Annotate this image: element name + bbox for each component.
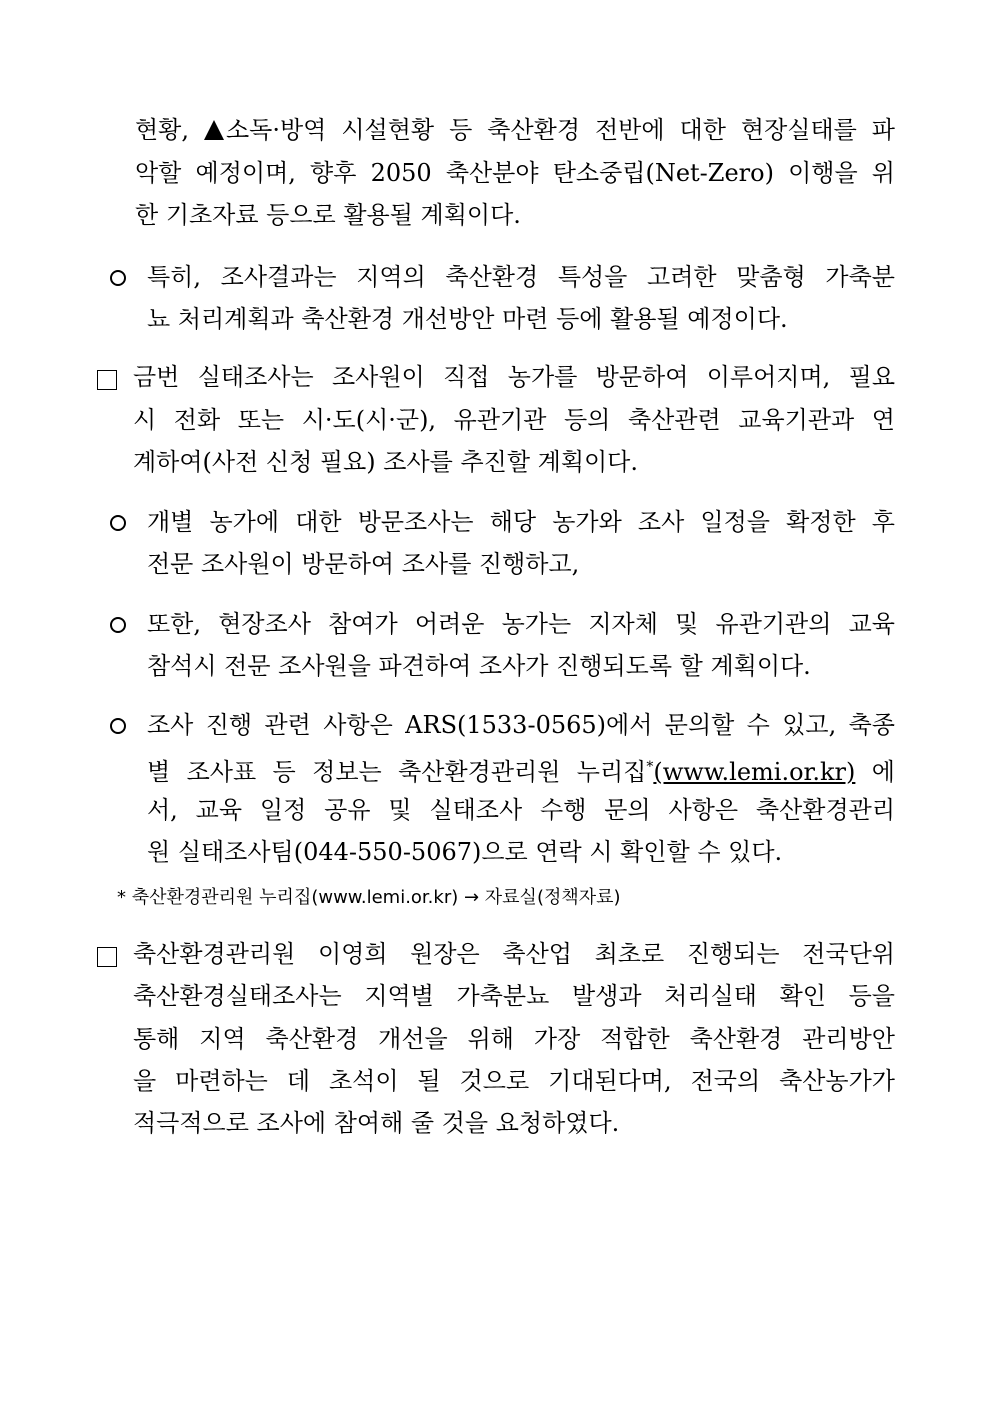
p7-line-5: 적극적으로 조사에 참여해 줄 것을 요청하였다. (133, 1109, 620, 1137)
square-bullet-icon (97, 947, 117, 967)
footnote: * 축산환경관리원 누리집(www.lemi.or.kr) → 자료실(정책자료) (117, 887, 621, 908)
p1-line-2: 악할 예정이며, 향후 2050 축산분야 탄소중립(Net-Zero) 이행을 위 (135, 159, 895, 187)
p3-line-1: 금번 실태조사는 조사원이 직접 농가를 방문하여 이루어지며, 필요 (133, 363, 895, 391)
p7-line-1: 축산환경관리원 이영희 원장은 축산업 최초로 진행되는 전국단위 (133, 940, 895, 968)
circle-bullet-icon (110, 718, 126, 734)
p2-line-1: 특히, 조사결과는 지역의 축산환경 특성을 고려한 맞춤형 가축분 (147, 263, 895, 291)
p5-line-2: 참석시 전문 조사원을 파견하여 조사가 진행되도록 할 계획이다. (147, 652, 811, 680)
square-bullet-icon (97, 370, 117, 390)
p6-line-1: 조사 진행 관련 사항은 ARS(1533-0565)에서 문의할 수 있고, 축종 (147, 711, 895, 739)
p6-line-2: 별 조사표 등 정보는 축산환경관리원 누리집*(www.lemi.or.kr) 에 (147, 758, 895, 786)
triangle-bullet-icon (204, 120, 224, 140)
homepage-link[interactable]: (www.lemi.or.kr) (653, 758, 856, 786)
p3-line-2: 시 전화 또는 시·도(시·군), 유관기관 등의 축산관련 교육기관과 연 (133, 406, 895, 434)
p6-line-3: 서, 교육 일정 공유 및 실태조사 수행 문의 사항은 축산환경관리 (147, 796, 895, 824)
p7-line-3: 통해 지역 축산환경 개선을 위해 가장 적합한 축산환경 관리방안 (133, 1025, 895, 1053)
circle-bullet-icon (110, 617, 126, 633)
p7-line-2: 축산환경실태조사는 지역별 가축분뇨 발생과 처리실태 확인 등을 (133, 982, 895, 1010)
circle-bullet-icon (110, 270, 126, 286)
p5-line-1: 또한, 현장조사 참여가 어려운 농가는 지자체 및 유관기관의 교육 (147, 610, 895, 638)
p4-line-2: 전문 조사원이 방문하여 조사를 진행하고, (147, 550, 580, 578)
p3-line-3: 계하여(사전 신청 필요) 조사를 추진할 계획이다. (133, 448, 638, 476)
p2-line-2: 뇨 처리계획과 축산환경 개선방안 마련 등에 활용될 예정이다. (147, 305, 788, 333)
p7-line-4: 을 마련하는 데 초석이 될 것으로 기대된다며, 전국의 축산농가가 (133, 1067, 895, 1095)
p1-line-1: 현황, 소독·방역 시설현황 등 축산환경 전반에 대한 현장실태를 파 (135, 116, 895, 144)
circle-bullet-icon (110, 515, 126, 531)
p1-line-3: 한 기초자료 등으로 활용될 계획이다. (135, 201, 521, 229)
p4-line-1: 개별 농가에 대한 방문조사는 해당 농가와 조사 일정을 확정한 후 (147, 508, 895, 536)
p6-line-4: 원 실태조사팀(044-550-5067)으로 연락 시 확인할 수 있다. (147, 838, 783, 866)
